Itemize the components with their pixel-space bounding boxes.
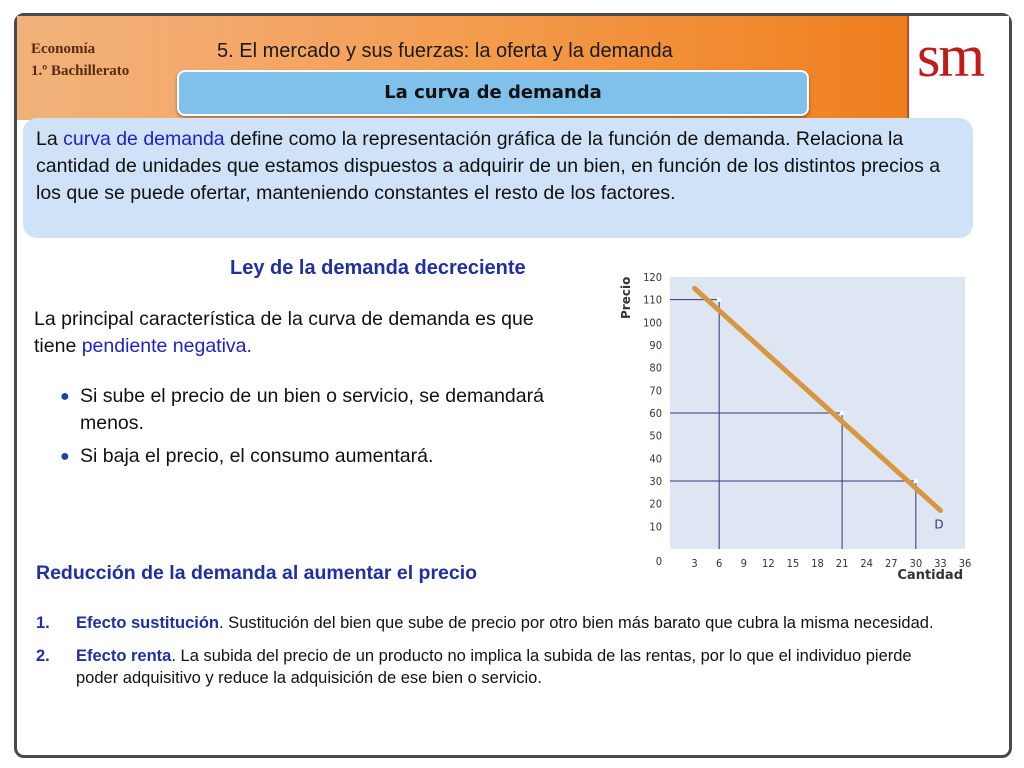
x-tick-label: 3 [691,557,698,570]
list-item [60,443,580,470]
definition-highlight: curva de demanda [63,128,225,150]
law-paragraph [34,306,574,360]
item-number: 2. [36,647,50,665]
data-point [717,297,721,301]
x-tick-label: 6 [716,557,723,570]
x-tick-label: 12 [762,557,775,570]
reduction-title: Reducción de la demanda al aumentar el precio [36,562,478,584]
origin-label: 0 [655,555,662,568]
x-tick-label: 36 [958,557,972,570]
y-tick-label: 60 [649,407,662,420]
definition-text: define como la representación gráfica de la función de demanda. Relaciona la cantidad de unidades que estamos dispuestos a adquirir de un bien, en función de los distintos precios a los que se puede ofertar, manteniendo constantes el resto de los factores. [36,128,941,204]
course-level: 1.º Bachillerato [31,63,130,79]
y-tick-label: 20 [649,497,662,511]
item-term: Efecto sustitución [76,614,220,632]
list-item [60,383,580,437]
y-tick-label: 90 [649,339,662,352]
data-point [914,479,918,483]
unit-title: 5. El mercado y sus fuerzas: la oferta y la demanda [217,40,673,62]
y-tick-label: 40 [649,452,662,466]
bullet-icon: ● [60,448,70,465]
x-tick-label: 9 [740,557,747,570]
y-tick-label: 80 [649,361,662,375]
section-subtitle: La curva de demanda [177,70,809,116]
x-tick-label: 27 [884,557,898,570]
y-axis-label: Precio [619,276,633,319]
item-term: Efecto renta [76,647,172,665]
course-subject: Economía [31,41,96,57]
y-tick-label: 100 [643,316,662,330]
y-tick-label: 30 [649,475,662,488]
y-tick-label: 110 [643,293,662,307]
y-tick-label: 120 [643,271,662,284]
x-tick-label: 18 [811,557,824,570]
bullet-text: Si baja el precio, el consumo aumentará. [80,445,434,467]
x-tick-label: 15 [786,557,800,570]
bullet-text: Si sube el precio de un bien o servicio, se demandará menos. [80,385,544,434]
demand-chart-svg [605,259,972,583]
x-tick-label: 21 [835,557,849,570]
data-point [840,411,844,415]
list-item [36,645,936,689]
y-tick-label: 50 [649,429,662,443]
item-number: 1. [36,614,50,632]
y-tick-label: 70 [649,384,662,398]
x-tick-label: 30 [909,557,923,570]
publisher-logo: sm [917,23,984,89]
x-tick-label: 33 [934,557,947,570]
list-item [36,612,936,634]
reduction-list [36,612,936,700]
law-bullets [60,383,580,476]
law-title: Ley de la demanda decreciente [230,257,526,279]
definition-box [23,118,973,238]
y-tick-label: 10 [649,520,662,534]
definition-pre: La [36,128,64,150]
demand-chart [605,259,972,583]
x-tick-label: 24 [860,557,873,570]
law-paragraph-highlight: pendiente negativa. [81,335,252,357]
item-text: . La subida del precio de un producto no implica la subida de las rentas, por lo que el individuo pierde poder adquisitivo y reduce la adquisición de ese bien o servicio. [76,647,912,687]
law-paragraph-text: La principal característica de la curva de demanda es que tiene [34,308,534,357]
course-label [31,38,129,82]
x-axis-label: Cantidad [897,568,963,583]
item-text: . Sustitución del bien que sube de precio por otro bien más barato que cubra la misma necesidad. [219,614,934,632]
publisher-logo-box [907,16,1009,120]
bullet-icon: ● [60,388,70,405]
header [17,16,1009,120]
series-label: D [934,517,944,532]
